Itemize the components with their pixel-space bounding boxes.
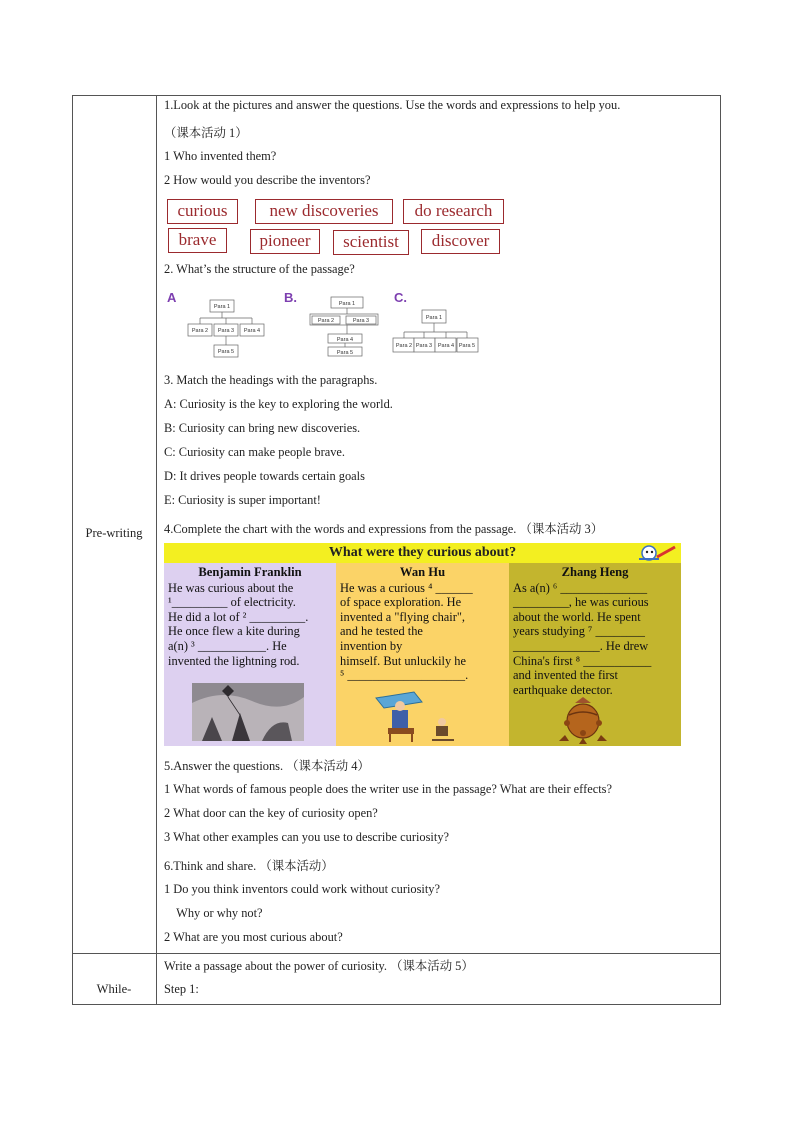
heading-a: A: Curiosity is the key to exploring the world. [164, 397, 393, 411]
panel-line: earthquake detector. [513, 682, 613, 697]
svg-text:Para 1: Para 1 [213, 304, 231, 310]
panel-name: Benjamin Franklin [198, 565, 302, 579]
answer-question: 5.Answer the questions. （课本活动 4） [164, 759, 370, 773]
word-box-pioneer: pioneer [250, 229, 320, 254]
panel-line: ¹_________ of electricity. [168, 595, 296, 610]
stage-label-whilewriting: While- [96, 982, 132, 996]
row-divider [72, 953, 721, 954]
panel-name: Zhang Heng [561, 565, 629, 579]
option-a-label: A [167, 290, 177, 305]
svg-text:Para 1: Para 1 [338, 301, 356, 307]
panel-line: He was curious about the [168, 580, 294, 595]
panel-line: and he tested the [340, 624, 423, 639]
panel-line: China's first ⁸ ___________ [513, 653, 652, 668]
option-b-label: B. [284, 290, 297, 305]
panel-line: a(n) ³ ___________. He [168, 638, 287, 653]
panel-line: years studying ⁷ ________ [513, 624, 646, 639]
answer-item-3: 3 What other examples can you use to describe curiosity? [164, 830, 450, 844]
panel-franklin [164, 563, 336, 746]
panel-line: ⁵ ___________________. [340, 668, 469, 683]
heading-d: D: It drives people towards certain goals [164, 469, 365, 483]
answer-item-2: 2 What door can the key of curiosity open? [164, 806, 378, 820]
question-describe-inventors: 2 How would you describe the inventors? [164, 173, 371, 187]
curiosity-chart [164, 543, 681, 746]
panel-line: and invented the first [513, 668, 618, 683]
heading-e: E: Curiosity is super important! [164, 493, 321, 507]
svg-text:Para 2: Para 2 [191, 328, 209, 334]
svg-text:Para 3: Para 3 [352, 318, 370, 324]
panel-line: himself. But unluckily he [340, 653, 466, 668]
panel-line: invented a "flying chair", [340, 609, 466, 624]
activity-1-instruction: 1.Look at the pictures and answer the questions. Use the words and expressions to help you. [164, 98, 621, 112]
panel-line: He did a lot of ² _________. [168, 609, 309, 624]
think-item-3: 2 What are you most curious about? [164, 930, 343, 944]
question-who-invented: 1 Who invented them? [164, 149, 277, 163]
panel-zhang-heng [509, 563, 681, 746]
svg-text:Para 3: Para 3 [415, 343, 433, 349]
word-box-do-research: do research [403, 199, 504, 224]
svg-text:Para 2: Para 2 [317, 318, 335, 324]
svg-text:Para 4: Para 4 [243, 328, 261, 334]
panel-line: As a(n) ⁶ ______________ [513, 580, 648, 595]
word-box-discover: discover [421, 229, 500, 254]
cartoon-icon [631, 543, 679, 565]
svg-text:Para 5: Para 5 [217, 349, 235, 355]
flying-chair-illustration [370, 688, 470, 744]
svg-text:Para 4: Para 4 [437, 343, 455, 349]
think-item-2: Why or why not? [164, 906, 263, 920]
panel-line: ______________. He drew [513, 638, 649, 653]
word-box-curious: curious [167, 199, 238, 224]
word-box-brave: brave [168, 228, 227, 253]
panel-line: invented the lightning rod. [168, 653, 300, 668]
svg-text:Para 2: Para 2 [395, 343, 413, 349]
kite-illustration [192, 683, 304, 741]
while-step-1: Step 1: [164, 982, 199, 996]
think-item-1: 1 Do you think inventors could work without curiosity? [164, 882, 441, 896]
chart-title: What were they curious about? [164, 543, 681, 563]
panel-line: invention by [340, 638, 403, 653]
svg-text:Para 5: Para 5 [458, 343, 476, 349]
column-divider [156, 95, 157, 1005]
svg-text:Para 1: Para 1 [425, 315, 443, 321]
structure-diagrams [164, 286, 494, 364]
panel-wan-hu [336, 563, 509, 746]
option-c-label: C. [394, 290, 407, 305]
word-box-new-discoveries: new discoveries [255, 199, 393, 224]
svg-text:Para 4: Para 4 [336, 337, 354, 343]
panel-line: of space exploration. He [340, 595, 462, 610]
svg-text:Para 3: Para 3 [217, 328, 235, 334]
panel-name: Wan Hu [399, 565, 446, 579]
seismograph-illustration [555, 695, 611, 745]
think-question: 6.Think and share. （课本活动） [164, 859, 334, 873]
heading-c: C: Curiosity can make people brave. [164, 445, 345, 459]
activity-1-reference: （课本活动 1） [164, 126, 248, 140]
stage-label-prewriting: Pre-writing [85, 526, 143, 540]
while-instruction: Write a passage about the power of curiosity. （课本活动 5） [164, 959, 474, 973]
panel-line: He once flew a kite during [168, 624, 300, 639]
structure-question: 2. What’s the structure of the passage? [164, 262, 355, 276]
chart-question: 4.Complete the chart with the words and expressions from the passage. （课本活动 3） [164, 522, 604, 536]
match-question: 3. Match the headings with the paragraphs. [164, 373, 378, 387]
panel-line: _________, he was curious [513, 595, 649, 610]
word-box-scientist: scientist [333, 230, 409, 255]
panel-line: about the world. He spent [513, 609, 641, 624]
heading-b: B: Curiosity can bring new discoveries. [164, 421, 361, 435]
svg-text:Para 5: Para 5 [336, 350, 354, 356]
panel-line: He was a curious ⁴ ______ [340, 580, 473, 595]
answer-item-1: 1 What words of famous people does the writer use in the passage? What are their effects? [164, 782, 612, 796]
